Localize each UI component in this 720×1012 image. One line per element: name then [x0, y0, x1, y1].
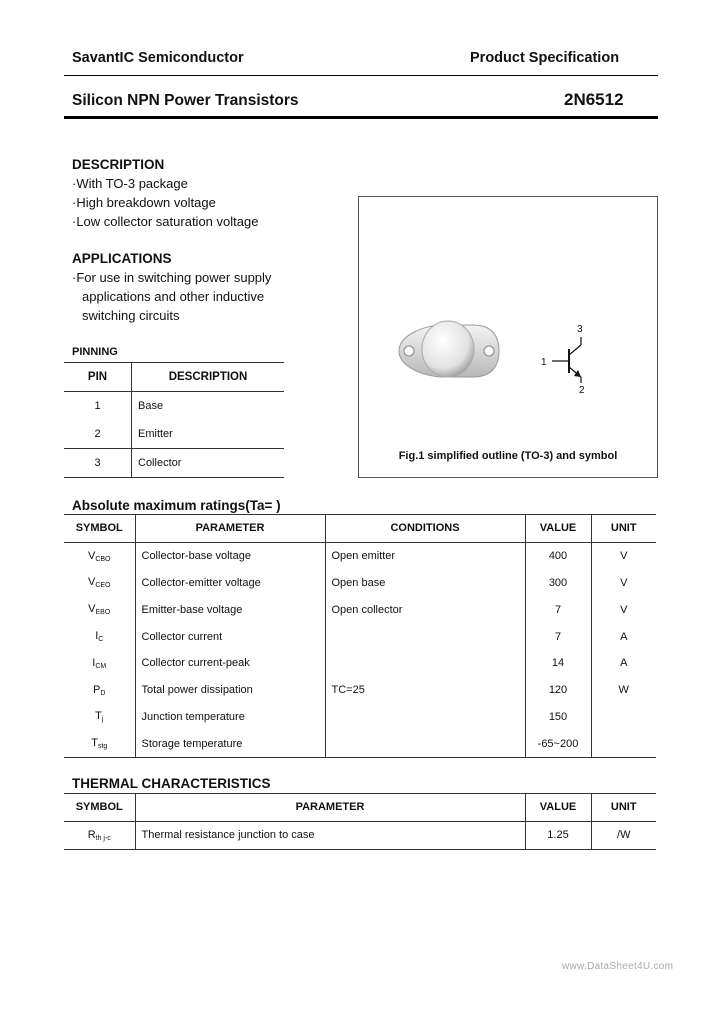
col-parameter: PARAMETER: [135, 515, 325, 543]
symbol-cell: ICM: [64, 650, 135, 677]
pin-number: 2: [64, 420, 132, 449]
applications-line: ·For use in switching power supply: [72, 270, 272, 285]
thermal-heading: THERMAL CHARACTERISTICS: [72, 776, 271, 791]
unit-cell: W: [618, 684, 629, 697]
conditions-cell: [325, 704, 525, 731]
table-row: [64, 449, 284, 478]
parameter-cell: Collector-emitter voltage: [135, 570, 325, 597]
unit-cell: A: [620, 630, 628, 643]
table-row: [64, 821, 656, 849]
pin-label-emitter: 2: [579, 385, 585, 396]
unit-cell: V: [620, 550, 628, 563]
pinning-heading: PINNING: [72, 346, 118, 358]
watermark-text: www.DataSheet4U.com: [562, 961, 674, 972]
symbol-cell: VCBO: [64, 542, 135, 569]
pin-description: Collector: [138, 457, 182, 469]
unit-cell: V: [620, 576, 628, 589]
desc-col-header: DESCRIPTION: [168, 371, 248, 383]
parameter-cell: Total power dissipation: [135, 677, 325, 704]
symbol-cell: PD: [64, 677, 135, 704]
figure-caption: Fig.1 simplified outline (TO-3) and symbol: [398, 450, 618, 462]
table-row: [64, 420, 284, 449]
table-row: [64, 650, 656, 677]
table-row: [64, 392, 284, 421]
product-title: Silicon NPN Power Transistors: [72, 92, 299, 109]
figure-box: [358, 196, 658, 478]
symbol-cell: VCEO: [64, 570, 135, 597]
col-symbol: SYMBOL: [64, 515, 135, 543]
parameter-cell: Junction temperature: [135, 704, 325, 731]
value-cell: 300: [525, 570, 591, 597]
parameter-cell: Collector current-peak: [135, 650, 325, 677]
description-item: ·High breakdown voltage: [72, 195, 216, 210]
parameter-cell: Storage temperature: [135, 730, 325, 757]
applications-heading: APPLICATIONS: [72, 251, 172, 266]
unit-cell: /W: [617, 829, 631, 842]
unit-cell: V: [620, 603, 628, 616]
symbol-cell: Tstg: [64, 730, 135, 757]
npn-symbol-icon: [552, 337, 581, 383]
table-row: [64, 542, 656, 569]
col-conditions: CONDITIONS: [325, 515, 525, 543]
col-unit: UNIT: [610, 801, 637, 814]
description-item: ·With TO-3 package: [72, 176, 188, 191]
unit-cell: [591, 730, 656, 757]
pin-description: Base: [138, 400, 164, 412]
pin-number: 1: [64, 392, 132, 421]
pinning-table: [64, 362, 284, 478]
pin-label-base: 1: [541, 357, 547, 368]
table-row: [64, 730, 656, 757]
conditions-cell: Open collector: [325, 596, 525, 623]
description-item: ·Low collector saturation voltage: [72, 214, 259, 229]
value-cell: -65~200: [525, 730, 591, 757]
conditions-cell: [325, 623, 525, 650]
value-cell: 7: [525, 596, 591, 623]
figure-drawing: [359, 197, 657, 477]
col-value: VALUE: [525, 794, 591, 822]
header-rule: [64, 75, 658, 76]
col-symbol: SYMBOL: [64, 794, 135, 822]
parameter-cell: Emitter-base voltage: [135, 596, 325, 623]
applications-line: applications and other inductive: [82, 289, 265, 304]
thermal-table: [64, 793, 656, 850]
table-row: [64, 570, 656, 597]
conditions-cell: TC=25: [325, 677, 525, 704]
abs-max-table: [64, 514, 656, 758]
parameter-cell: Thermal resistance junction to case: [135, 821, 525, 849]
value-cell: 400: [525, 542, 591, 569]
to3-package-image: [399, 321, 499, 377]
conditions-cell: Open emitter: [325, 542, 525, 569]
symbol-cell: IC: [64, 623, 135, 650]
table-row: [64, 704, 656, 731]
company-name: SavantIC Semiconductor: [72, 50, 244, 66]
pin-col-header: PIN: [64, 363, 132, 392]
pin-number: 3: [64, 449, 132, 478]
value-cell: 150: [525, 704, 591, 731]
value-cell: 7: [525, 623, 591, 650]
abs-max-heading: Absolute maximum ratings(Ta= ): [72, 498, 281, 513]
col-unit: UNIT: [610, 522, 637, 535]
pin-label-collector: 3: [577, 324, 583, 335]
parameter-cell: Collector-base voltage: [135, 542, 325, 569]
unit-cell: A: [620, 657, 628, 670]
value-cell: 14: [525, 650, 591, 677]
table-row: [64, 596, 656, 623]
applications-line: switching circuits: [82, 308, 180, 323]
conditions-cell: Open base: [325, 570, 525, 597]
unit-cell: [591, 704, 656, 731]
table-row: [64, 677, 656, 704]
value-cell: 120: [525, 677, 591, 704]
parameter-cell: Collector current: [135, 623, 325, 650]
part-number: 2N6512: [564, 90, 624, 109]
title-rule: [64, 116, 658, 119]
conditions-cell: [325, 730, 525, 757]
value-cell: 1.25: [525, 821, 591, 849]
conditions-cell: [325, 650, 525, 677]
table-row: [64, 623, 656, 650]
description-heading: DESCRIPTION: [72, 157, 165, 172]
col-parameter: PARAMETER: [135, 794, 525, 822]
symbol-cell: Rth j-c: [64, 821, 135, 849]
symbol-cell: VEBO: [64, 596, 135, 623]
doc-type: Product Specification: [470, 50, 620, 66]
col-value: VALUE: [525, 515, 591, 543]
symbol-cell: Tj: [64, 704, 135, 731]
pin-description: Emitter: [138, 428, 173, 440]
